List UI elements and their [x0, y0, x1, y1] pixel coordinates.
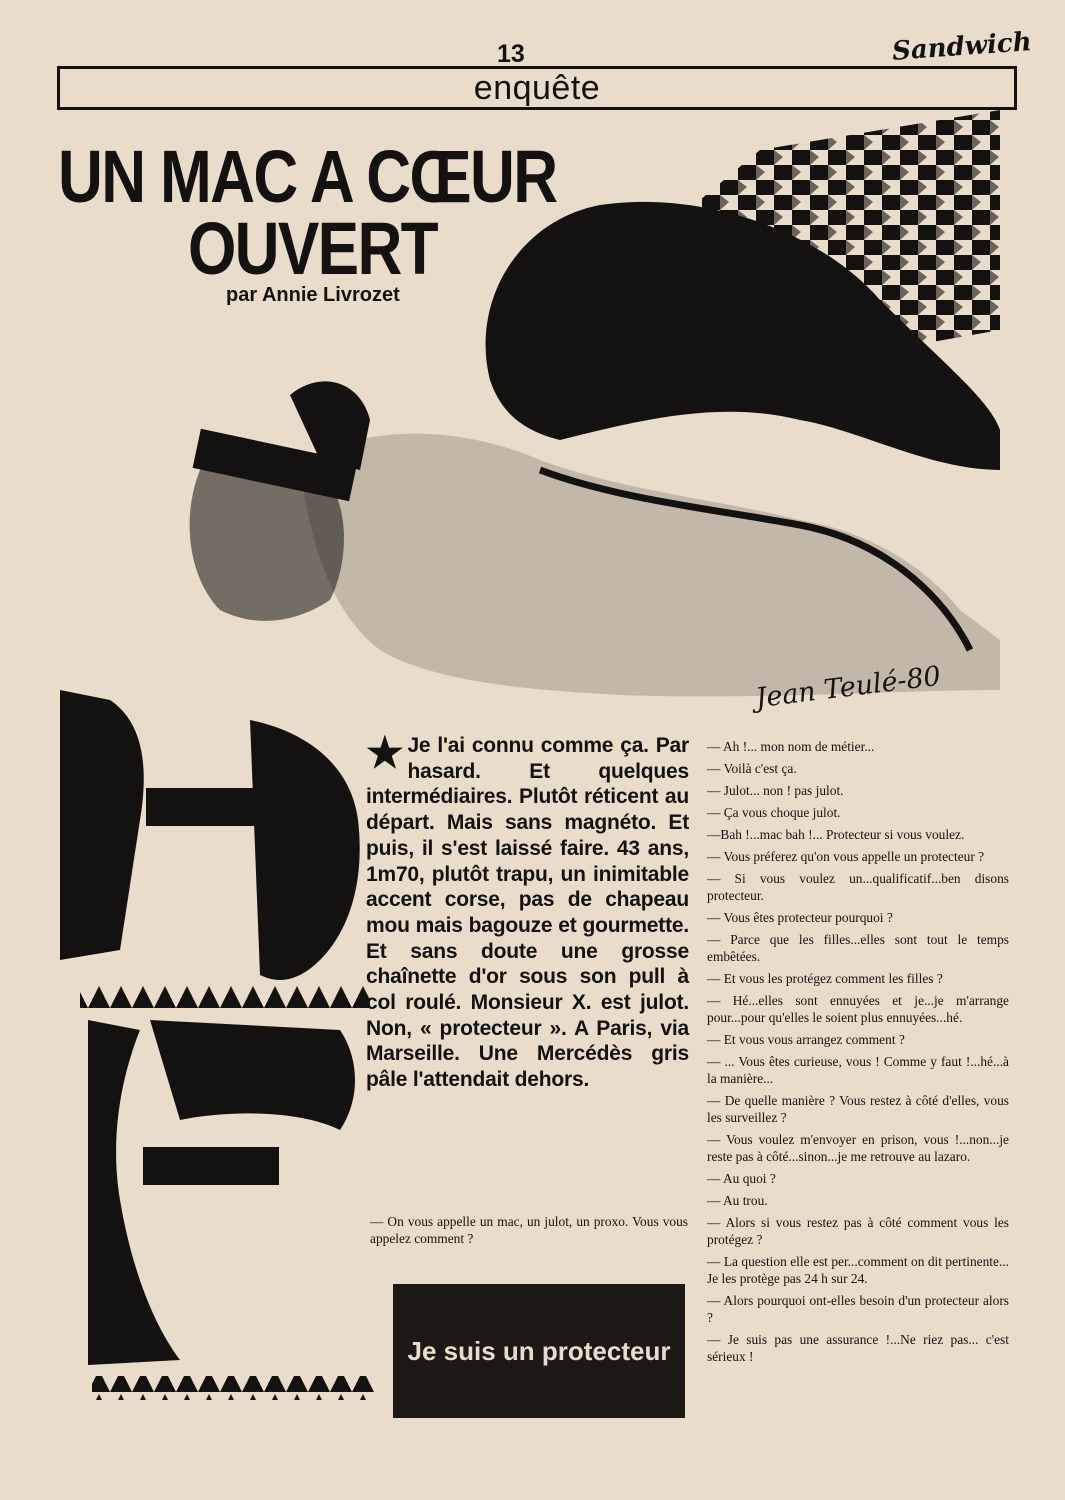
- first-question: — On vous appelle un mac, un julot, un proxo. Vous vous appelez comment ?: [370, 1214, 688, 1246]
- left-portrait-shadow: [60, 690, 144, 960]
- zigzag-band-2: [92, 1376, 374, 1400]
- bottom-hair-shadow: [150, 1020, 355, 1130]
- dialogue-line: — De quelle manière ? Vous restez à côté d'elles, vous les surveillez ?: [707, 1093, 1009, 1125]
- mid-portrait-shadow: [250, 720, 360, 980]
- illustration-signature: Jean Teulé-80: [753, 660, 943, 715]
- dialogue-line: — Voilà c'est ça.: [707, 761, 797, 776]
- section-label: enquête: [473, 69, 601, 107]
- headline-line-1: UN MAC A CŒUR: [58, 135, 557, 218]
- dialogue-line: — Au trou.: [707, 1193, 768, 1208]
- dialogue-line: — Parce que les filles...elles sont tout le temps embêtées.: [707, 932, 1009, 964]
- dialogue-line: — Si vous voulez un...qualificatif...ben disons protecteur.: [707, 871, 1009, 903]
- zigzag-band-1: [80, 985, 370, 1009]
- dialogue-line: — Vous êtes protecteur pourquoi ?: [707, 910, 893, 925]
- dialogue-line: — Et vous vous arrangez comment ?: [707, 1032, 905, 1047]
- censor-bar-2: [146, 788, 284, 826]
- callout-box: [393, 1284, 685, 1418]
- right-column-dialogue: [707, 738, 1009, 1370]
- dialogue-line: — Julot... non ! pas julot.: [707, 783, 844, 798]
- headline-line-2: OUVERT: [188, 207, 437, 290]
- dialogue-line: — Je suis pas une assurance !...Ne riez pas... c'est sérieux !: [707, 1332, 1009, 1364]
- intro-text: Je l'ai connu comme ça. Par hasard. Et quelques intermédiaires. Plutôt réticent au départ. Mais sans magnéto. Et puis, il s'est laissé faire. 43 ans, 1m70, plutôt trapu, un inimitable accent corse, pas de chapeau mou mais bagouze et gourmette. Et sans doute une grosse chaînette d'or sous son pull à col roulé. Monsieur X. est julot. Non, « protecteur ». A Paris, via Marseille. Une Mercédès gris pâle l'attendait dehors.: [366, 734, 689, 1092]
- dialogue-line: — Vous préferez qu'on vous appelle un protecteur ?: [707, 849, 985, 864]
- callout-text: Je suis un protecteur: [407, 1336, 671, 1366]
- dialogue-line: — ... Vous êtes curieuse, vous ! Comme y faut !...hé...à la manière...: [707, 1054, 1009, 1086]
- dialogue-line: — Ah !... mon nom de métier...: [707, 739, 875, 754]
- dialogue-line: — La question elle est per...comment on dit pertinente... Je les protège pas 24 h sur 24.: [707, 1254, 1009, 1286]
- star-icon: ★: [366, 729, 404, 776]
- dialogue-line: — Au quoi ?: [707, 1171, 776, 1186]
- dialogue-line: — Ça vous choque julot.: [707, 805, 841, 820]
- byline: par Annie Livrozet: [226, 284, 400, 306]
- intro-paragraph: [366, 729, 689, 1093]
- dialogue-line: — Hé...elles sont ennuyées et je...je m'arrange pour...pour qu'elles le soient plus ennuyées...hé.: [707, 993, 1009, 1025]
- censor-bar-3: [143, 1147, 279, 1185]
- dialogue-line: — Alors si vous restez pas à côté comment vous les protégez ?: [707, 1215, 1009, 1247]
- dialogue-line: —Bah !...mac bah !... Protecteur si vous voulez.: [707, 827, 965, 842]
- dialogue-line: — Vous voulez m'envoyer en prison, vous !...non...je reste pas à côté...sinon...je me retrouve au lazaro.: [707, 1132, 1009, 1164]
- dialogue-line: — Et vous les protégez comment les filles ?: [707, 971, 943, 986]
- page-number: 13: [497, 40, 525, 68]
- masthead-logo: Sandwich: [891, 27, 1033, 67]
- dialogue-line: — Alors pourquoi ont-elles besoin d'un protecteur alors ?: [707, 1293, 1009, 1325]
- left-column-body: [370, 1213, 688, 1247]
